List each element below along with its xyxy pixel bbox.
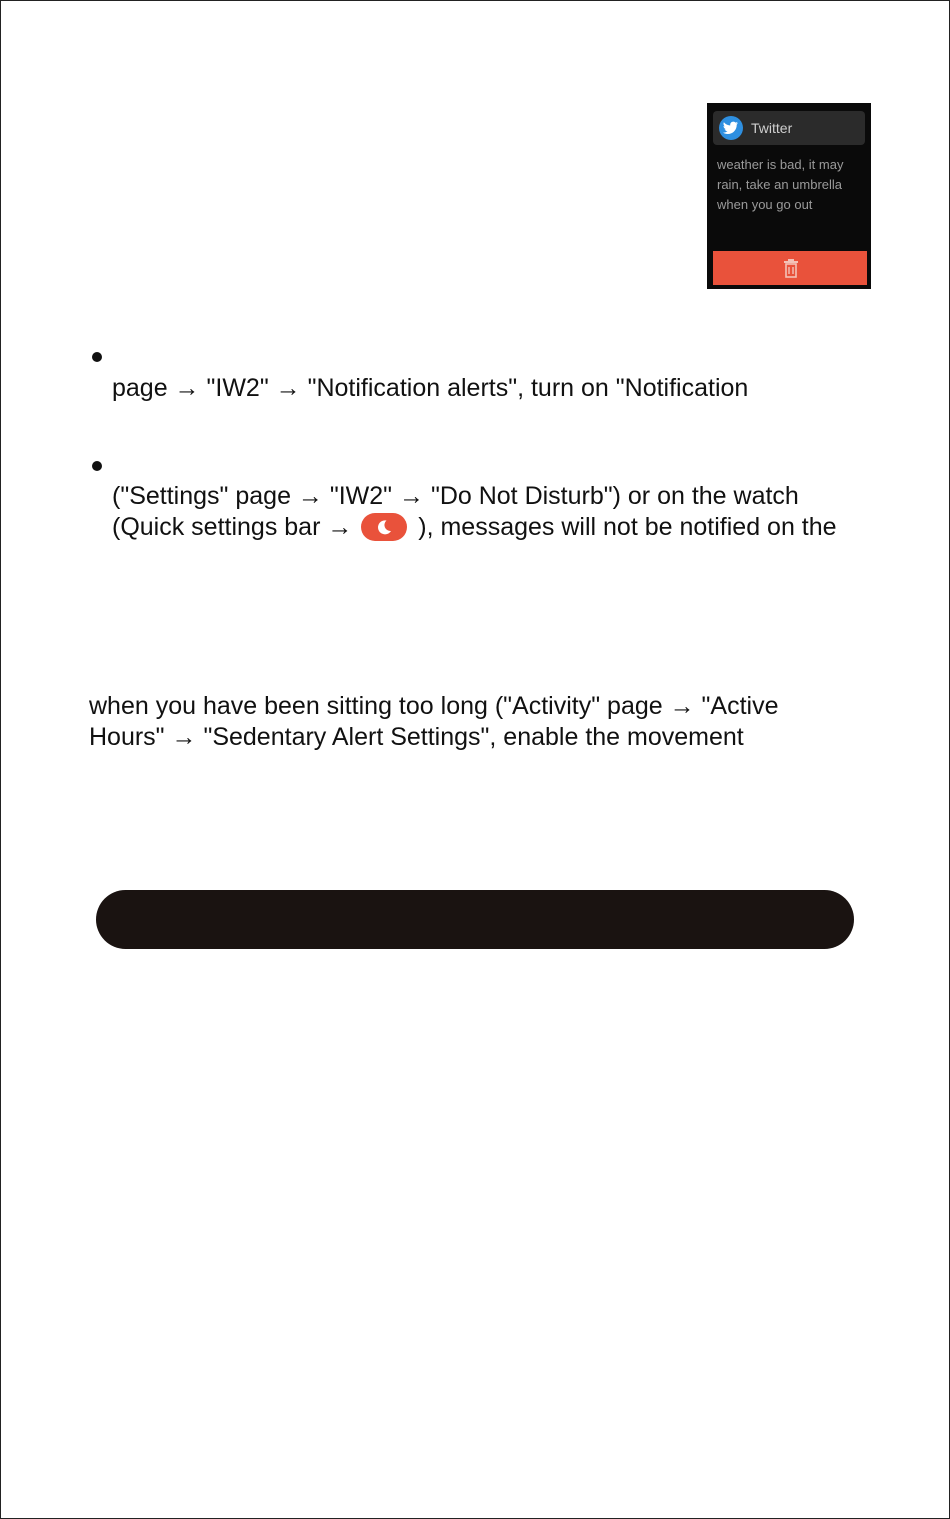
dnd-instructions-line-1: ("Settings" page → "IW2" → "Do Not Disturb") or on the watch [112,482,799,510]
notification-instructions-line: page → "IW2" → "Notification alerts", turn on "Notification [112,374,749,402]
bullet-1 [92,352,102,362]
bullet-2 [92,461,102,471]
notification-header [713,111,865,145]
trash-icon [783,258,799,278]
twitter-bird-icon [719,116,743,140]
section-heading-bar [96,890,854,949]
watch-notification-screenshot [707,103,871,289]
dnd-line-2-before: (Quick settings bar → [112,513,353,541]
dnd-instructions-line-2 [112,512,837,543]
notification-app-name: Twitter [751,120,793,136]
sedentary-line-1: when you have been sitting too long ("Activity" page → "Active [89,692,779,720]
sedentary-line-2: Hours" → "Sedentary Alert Settings", enable the movement [89,723,744,751]
moon-icon [361,513,407,541]
dnd-line-2-after: ), messages will not be notified on the [418,513,837,541]
delete-notification-button[interactable] [713,251,867,285]
notification-message: weather is bad, it may rain, take an umbrella when you go out [717,157,844,212]
